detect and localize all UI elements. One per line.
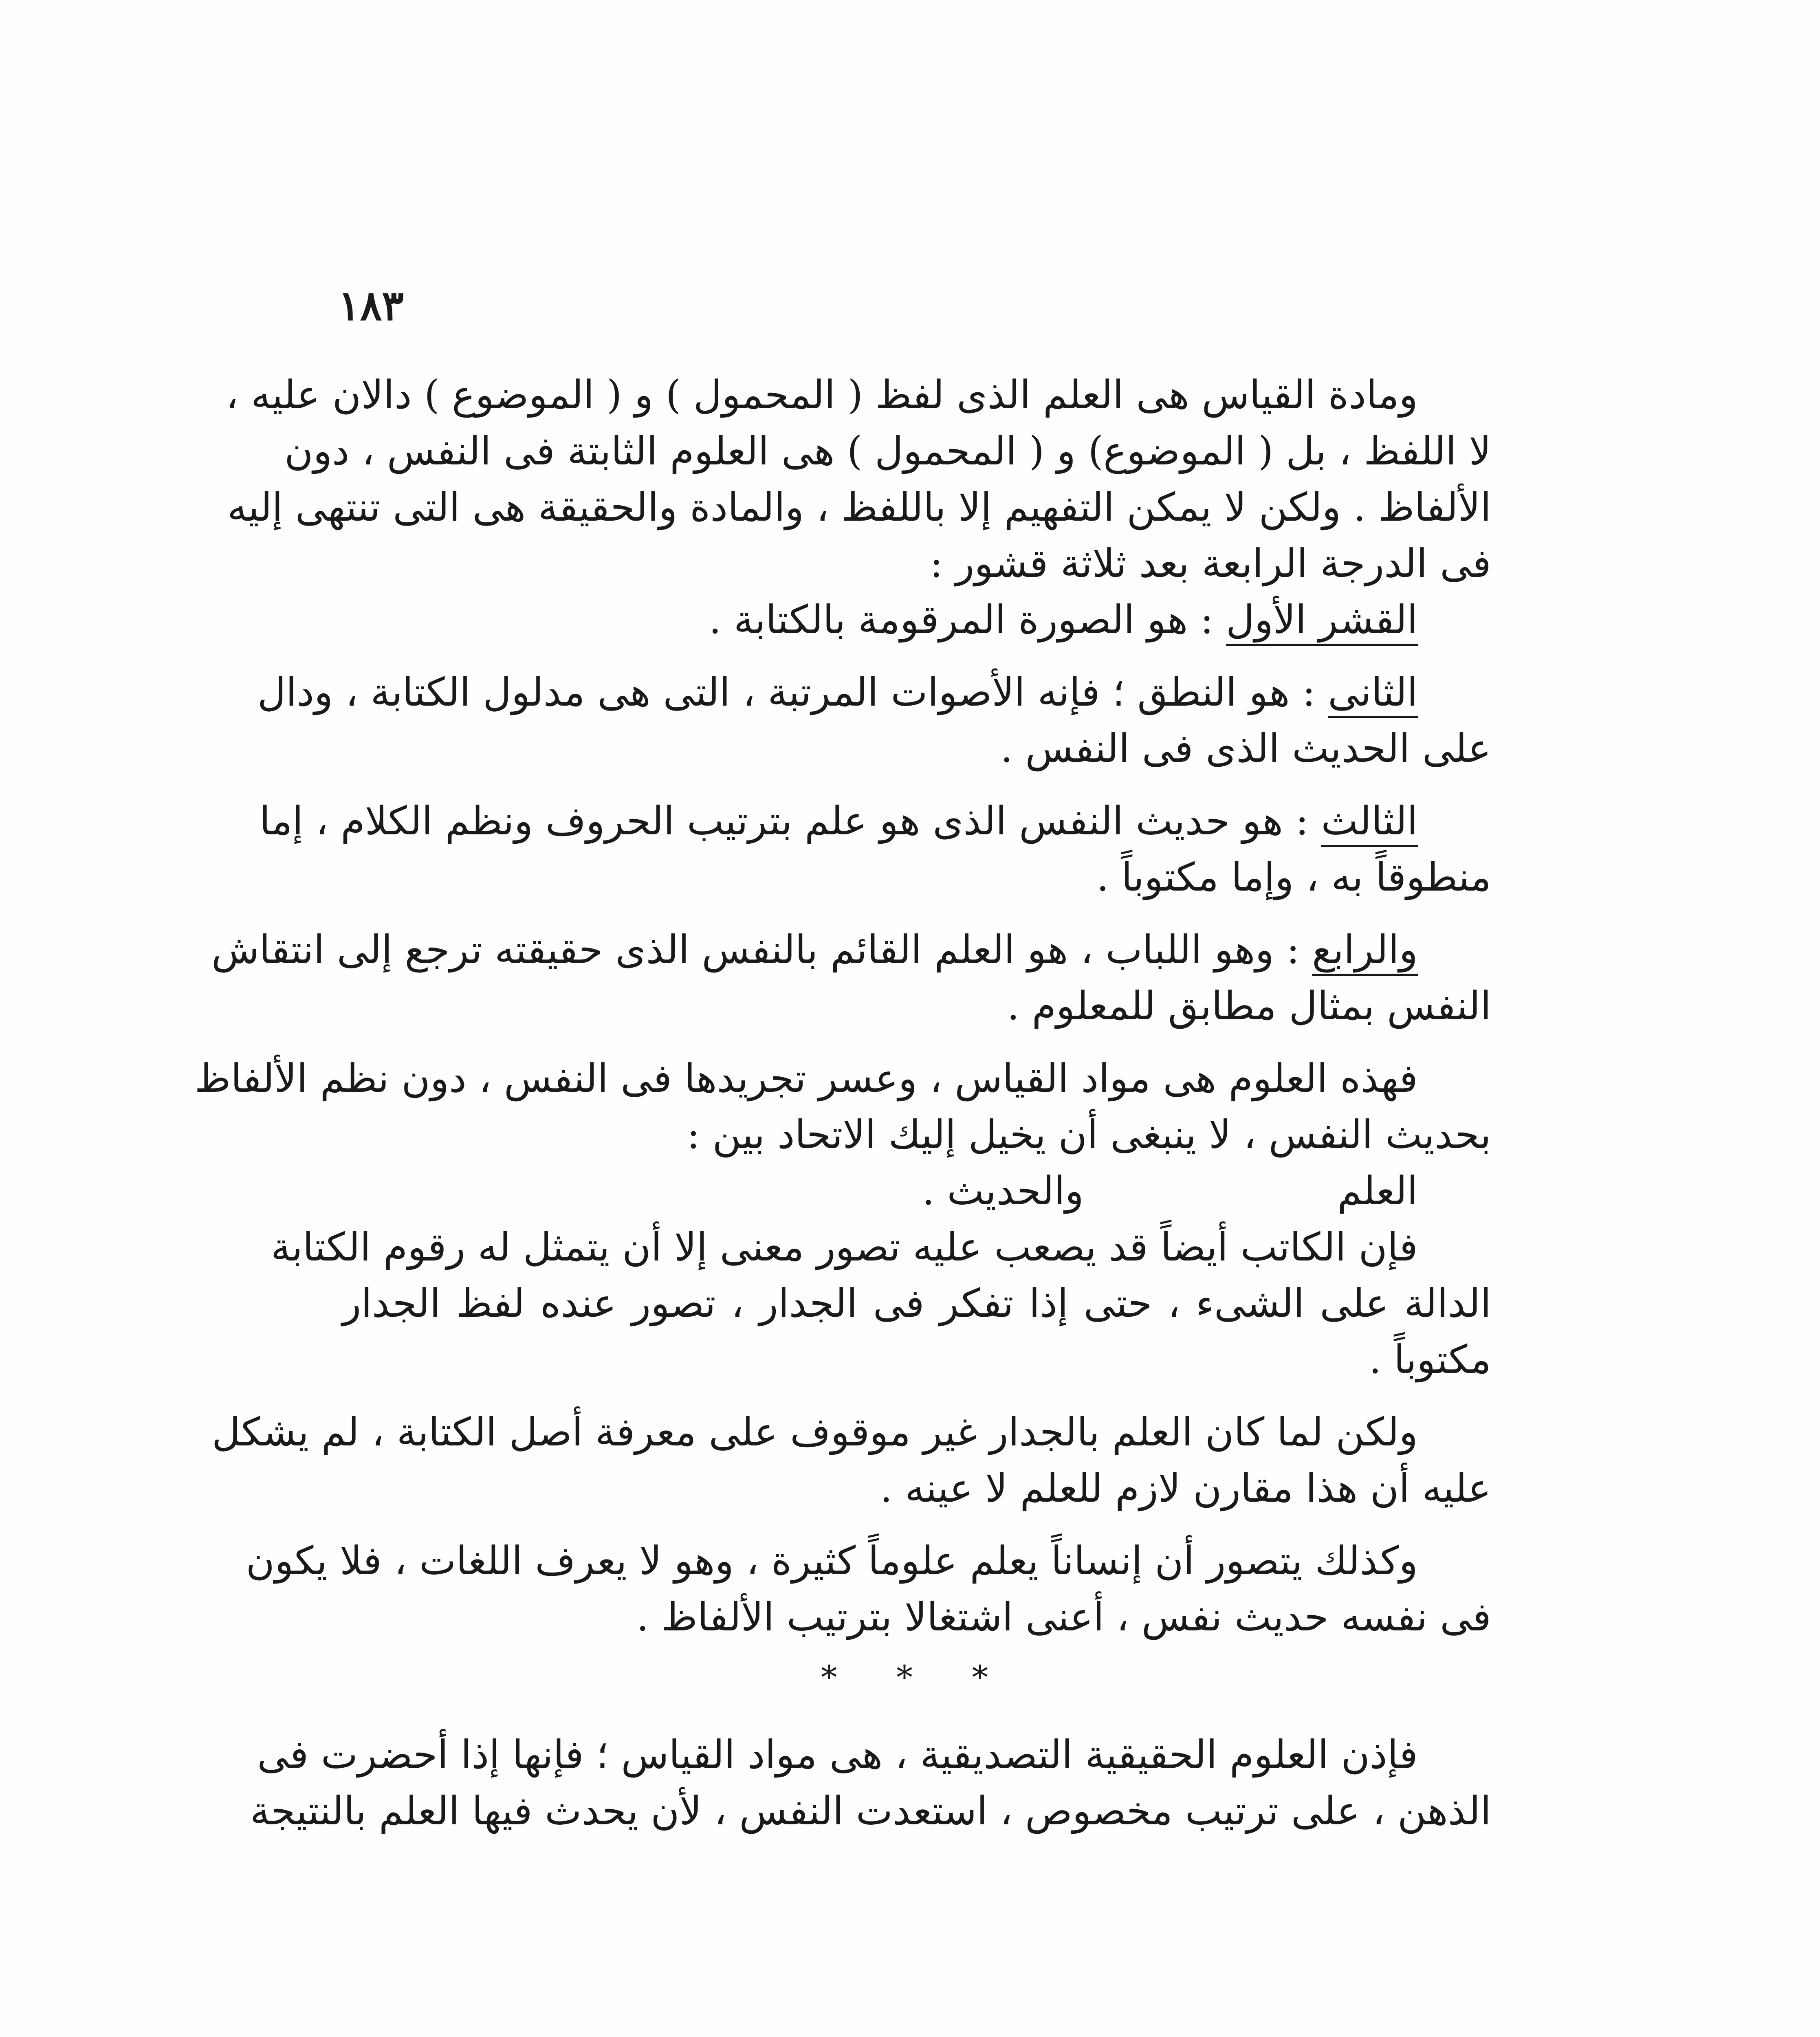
text-line: فإذن العلوم الحقيقية التصديقية ، هى مواد القياس ؛ فإنها إذا أحضرت فى: [257, 1732, 1418, 1777]
pair-term-speech: والحديث .: [922, 1168, 1084, 1214]
text-line: وكذلك يتصور أن إنساناً يعلم علوماً كثيرة ، وهو لا يعرف اللغات ، فلا يكون: [246, 1538, 1418, 1584]
body-text: [194, 367, 1491, 1839]
text-line: ومادة القياس هى العلم الذى لفظ ( المحمول ) و ( الموضوع ) دالان عليه ،: [226, 372, 1418, 418]
text-line: [342, 1163, 1491, 1219]
section-text: : هو الصورة المرقومة بالكتابة .: [709, 597, 1226, 642]
text-line: فهذه العلوم هى مواد القياس ، وعسر تجريدها فى النفس ، دون نظم الألفاظ: [194, 1056, 1418, 1101]
text-line: لا اللفظ ، بل ( الموضوع) و ( المحمول ) هى العلوم الثابتة فى النفس ، دون: [284, 428, 1491, 474]
text-line: على الحديث الذى فى النفس .: [1000, 726, 1491, 771]
section-term: والرابع: [1312, 927, 1418, 972]
text-line: الذهن ، على ترتيب مخصوص ، استعدت النفس ، لأن يحدث فيها العلم بالنتيجة: [250, 1788, 1491, 1834]
text-line: [257, 664, 1491, 720]
text-line: [259, 793, 1491, 849]
text-line: الألفاظ . ولكن لا يمكن التفهيم إلا باللفظ ، والمادة والحقيقة هى التى تنتهى إليه: [227, 484, 1491, 530]
section-term: القشر الأول: [1226, 597, 1418, 642]
page-number: ١٨٣: [338, 282, 404, 330]
text-line: النفس بمثال مطابق للمعلوم .: [1007, 983, 1491, 1029]
section-divider: * * *: [821, 1659, 1013, 1696]
section-term: الثالث: [1321, 798, 1418, 844]
text-line: [342, 592, 1491, 648]
text-line: بحديث النفس ، لا ينبغى أن يخيل إليك الاتحاد بين :: [687, 1112, 1491, 1157]
text-line: منطوقاً به ، وإما مكتوباً .: [1096, 854, 1491, 900]
text-line: مكتوباً .: [1369, 1337, 1491, 1382]
pair-term-knowledge: العلم: [1337, 1168, 1418, 1214]
text-line: الدالة على الشىء ، حتى إذا تفكر فى الجدار ، تصور عنده لفظ الجدار: [342, 1280, 1491, 1326]
section-text: : هو حديث النفس الذى هو علم بترتيب الحروف ونظم الكلام ، إما: [259, 798, 1321, 844]
section-text: : وهو اللباب ، هو العلم القائم بالنفس الذى حقيقته ترجع إلى انتقاش: [211, 927, 1312, 972]
section-text: : هو النطق ؛ فإنه الأصوات المرتبة ، التى هى مدلول الكتابة ، ودال: [257, 669, 1328, 715]
section-term: الثانى: [1328, 669, 1418, 715]
text-line: ولكن لما كان العلم بالجدار غير موقوف على معرفة أصل الكتابة ، لم يشكل: [211, 1409, 1418, 1455]
text-line: [211, 922, 1491, 978]
text-line: فإن الكاتب أيضاً قد يصعب عليه تصور معنى إلا أن يتمثل له رقوم الكتابة: [271, 1224, 1418, 1270]
text-line: عليه أن هذا مقارن لازم للعلم لا عينه .: [880, 1465, 1491, 1511]
text-line: فى نفسه حديث نفس ، أعنى اشتغالا بترتيب الألفاظ .: [636, 1594, 1491, 1640]
text-line: فى الدرجة الرابعة بعد ثلاثة قشور :: [930, 541, 1491, 586]
